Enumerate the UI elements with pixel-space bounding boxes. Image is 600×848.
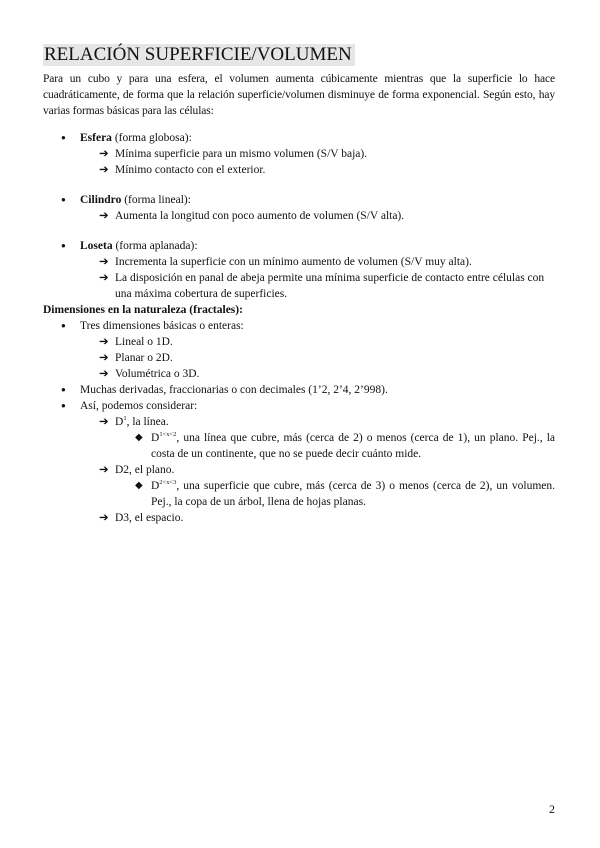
list-item: ● Tres dimensiones básicas o enteras: <box>43 318 555 334</box>
cell-forms-list <box>43 130 555 302</box>
list-item: ● Muchas derivadas, fraccionarias o con decimales (1’2, 2’4, 2’998). <box>43 382 555 398</box>
form-item-loseta: ● Loseta (forma aplanada): <box>43 238 555 254</box>
fractals-list <box>43 318 555 526</box>
list-item: ● Así, podemos considerar: <box>43 398 555 414</box>
arrow-icon: ➔ <box>99 336 109 348</box>
list-item: ➔ Incrementa la superficie con un mínimo aumento de volumen (S/V muy alta). <box>99 256 472 268</box>
fractals-heading: Dimensiones en la naturaleza (fractales): <box>43 304 243 316</box>
diamond-icon: ◆ <box>135 480 143 491</box>
form-item-esfera: ● Esfera (forma globosa): <box>43 130 555 146</box>
list-item: ➔ D2, el plano. <box>99 464 175 476</box>
list-item: ➔ Volumétrica o 3D. <box>99 368 200 380</box>
list-item: ◆ $D^{1<x<2}$, una línea que cubre, más (cerca de 2) o menos (cerca de 1), un plano. Pej., la costa de un continente, que no se puede decir cuánto mide. <box>135 431 555 460</box>
arrow-icon: ➔ <box>99 464 109 476</box>
intro-paragraph: Para un cubo y para una esfera, el volumen aumenta cúbicamente mientras que la superficie lo hace cuadráticamente, de forma que la relación superficie/volumen disminuye de forma exponencial. Según esto, hay varias formas básicas para las células: <box>43 73 555 117</box>
list-item: ➔ $D^1$, la línea. <box>99 415 169 428</box>
arrow-icon: ➔ <box>99 148 109 160</box>
list-item: ➔ La disposición en panal de abeja permite una mínima superficie de contacto entre células con una máxima cobertura de superficies. <box>99 272 545 300</box>
form-item-cilindro: ● Cilindro (forma lineal): <box>43 192 555 208</box>
arrow-icon: ➔ <box>99 272 109 284</box>
page-title: RELACIÓN SUPERFICIE/VOLUMEN <box>43 44 355 66</box>
list-item: ➔ Mínima superficie para un mismo volumen (S/V baja). <box>99 148 368 160</box>
list-item: ➔ Planar o 2D. <box>99 352 173 364</box>
list-item: ➔ Aumenta la longitud con poco aumento de volumen (S/V alta). <box>99 210 405 222</box>
list-item: ➔ Lineal o 1D. <box>99 336 173 348</box>
arrow-icon: ➔ <box>99 512 109 524</box>
diamond-icon: ◆ <box>135 432 143 443</box>
arrow-icon: ➔ <box>99 416 109 428</box>
arrow-icon: ➔ <box>99 256 109 268</box>
list-item: ➔ Mínimo contacto con el exterior. <box>99 164 266 176</box>
arrow-icon: ➔ <box>99 352 109 364</box>
page-number: 2 <box>549 802 555 816</box>
document-page <box>43 44 555 526</box>
list-item: ◆ $D^{2<x<3}$, una superficie que cubre, más (cerca de 3) o menos (cerca de 2), un volumen. Pej., la copa de un árbol, llena de hojas planas. <box>135 479 555 508</box>
arrow-icon: ➔ <box>99 368 109 380</box>
arrow-icon: ➔ <box>99 164 109 176</box>
list-item: ➔ D3, el espacio. <box>99 512 184 524</box>
arrow-icon: ➔ <box>99 210 109 222</box>
